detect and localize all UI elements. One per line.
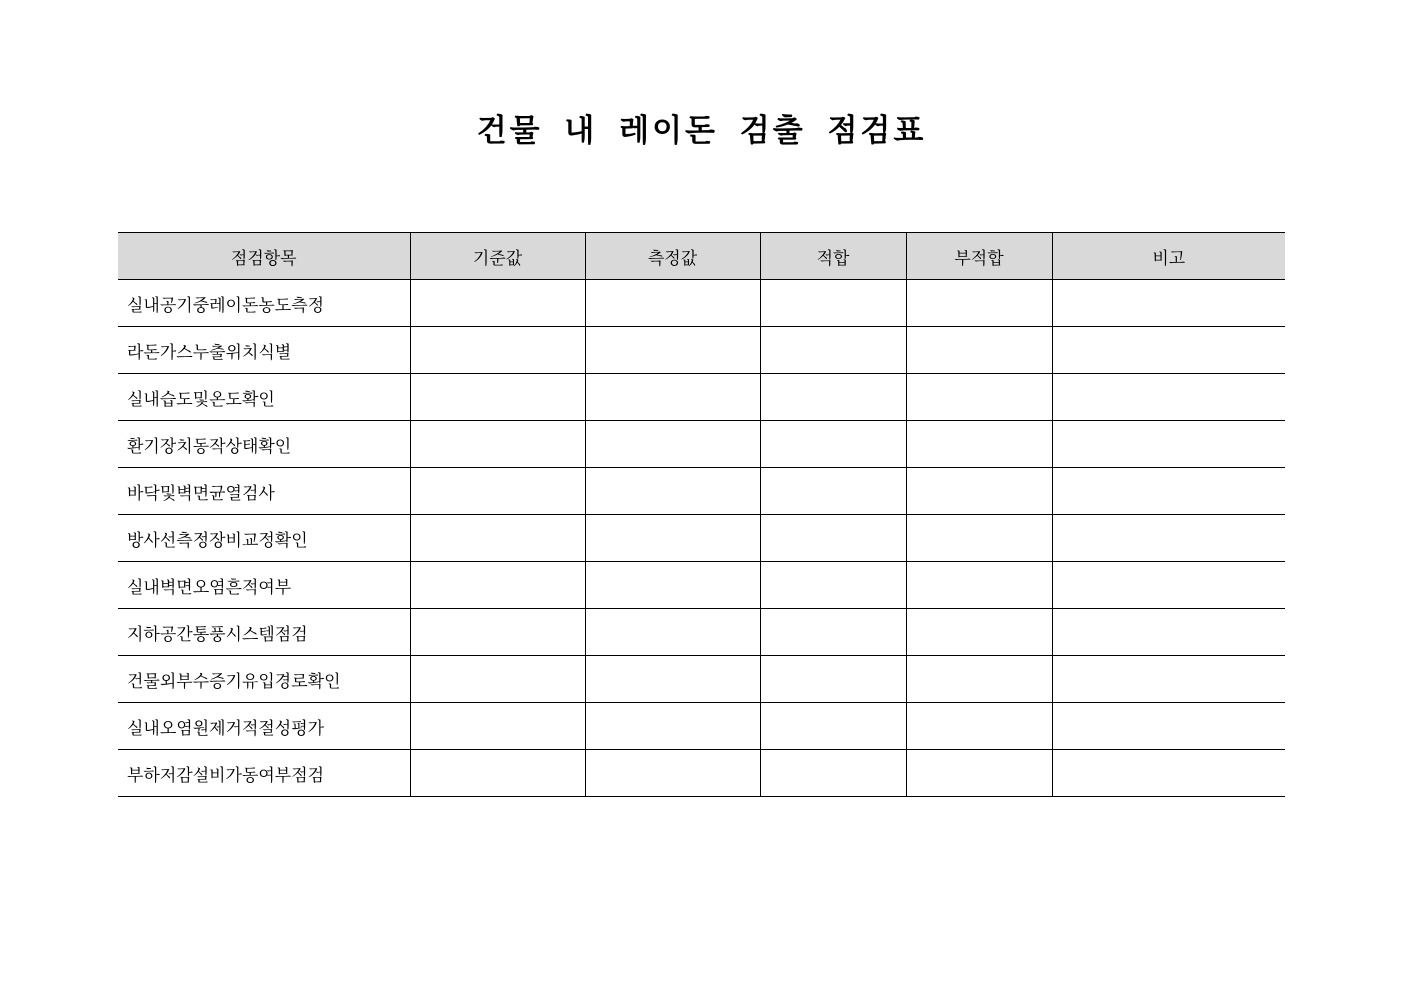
inspection-item-cell: 실내벽면오염흔적여부 [118, 562, 410, 609]
table-row [118, 609, 1285, 656]
header-standard-value: 기준값 [410, 233, 585, 280]
inspection-item-cell: 실내습도및온도확인 [118, 374, 410, 421]
inspection-checklist-table [118, 232, 1285, 797]
pass-cell[interactable] [760, 421, 906, 468]
standard-value-cell[interactable] [410, 750, 585, 797]
inspection-item-cell: 실내오염원제거적절성평가 [118, 703, 410, 750]
pass-cell[interactable] [760, 374, 906, 421]
measured-value-cell[interactable] [585, 280, 760, 327]
table-row [118, 703, 1285, 750]
standard-value-cell[interactable] [410, 703, 585, 750]
pass-cell[interactable] [760, 515, 906, 562]
fail-cell[interactable] [906, 327, 1052, 374]
remarks-cell[interactable] [1052, 327, 1285, 374]
pass-cell[interactable] [760, 609, 906, 656]
header-pass: 적합 [760, 233, 906, 280]
remarks-cell[interactable] [1052, 421, 1285, 468]
inspection-item-cell: 건물외부수증기유입경로확인 [118, 656, 410, 703]
remarks-cell[interactable] [1052, 515, 1285, 562]
table-row [118, 327, 1285, 374]
remarks-cell[interactable] [1052, 468, 1285, 515]
inspection-item-cell: 방사선측정장비교정확인 [118, 515, 410, 562]
table-row [118, 515, 1285, 562]
inspection-item-cell: 라돈가스누출위치식별 [118, 327, 410, 374]
measured-value-cell[interactable] [585, 609, 760, 656]
fail-cell[interactable] [906, 515, 1052, 562]
standard-value-cell[interactable] [410, 280, 585, 327]
header-inspection-item: 점검항목 [118, 233, 410, 280]
measured-value-cell[interactable] [585, 515, 760, 562]
table-header-row [118, 233, 1285, 280]
header-remarks: 비고 [1052, 233, 1285, 280]
table-row [118, 280, 1285, 327]
pass-cell[interactable] [760, 703, 906, 750]
measured-value-cell[interactable] [585, 562, 760, 609]
remarks-cell[interactable] [1052, 656, 1285, 703]
measured-value-cell[interactable] [585, 703, 760, 750]
remarks-cell[interactable] [1052, 703, 1285, 750]
fail-cell[interactable] [906, 562, 1052, 609]
fail-cell[interactable] [906, 703, 1052, 750]
header-measured-value: 측정값 [585, 233, 760, 280]
standard-value-cell[interactable] [410, 515, 585, 562]
table-row [118, 562, 1285, 609]
pass-cell[interactable] [760, 656, 906, 703]
fail-cell[interactable] [906, 609, 1052, 656]
standard-value-cell[interactable] [410, 656, 585, 703]
measured-value-cell[interactable] [585, 374, 760, 421]
measured-value-cell[interactable] [585, 656, 760, 703]
remarks-cell[interactable] [1052, 280, 1285, 327]
inspection-item-cell: 환기장치동작상태확인 [118, 421, 410, 468]
table-row [118, 421, 1285, 468]
standard-value-cell[interactable] [410, 562, 585, 609]
pass-cell[interactable] [760, 562, 906, 609]
measured-value-cell[interactable] [585, 421, 760, 468]
table-row [118, 374, 1285, 421]
pass-cell[interactable] [760, 468, 906, 515]
document-title: 건물 내 레이돈 검출 점검표 [476, 113, 927, 149]
measured-value-cell[interactable] [585, 750, 760, 797]
remarks-cell[interactable] [1052, 609, 1285, 656]
remarks-cell[interactable] [1052, 562, 1285, 609]
fail-cell[interactable] [906, 656, 1052, 703]
fail-cell[interactable] [906, 374, 1052, 421]
fail-cell[interactable] [906, 421, 1052, 468]
measured-value-cell[interactable] [585, 327, 760, 374]
pass-cell[interactable] [760, 280, 906, 327]
standard-value-cell[interactable] [410, 421, 585, 468]
fail-cell[interactable] [906, 280, 1052, 327]
measured-value-cell[interactable] [585, 468, 760, 515]
remarks-cell[interactable] [1052, 374, 1285, 421]
inspection-item-cell: 부하저감설비가동여부점검 [118, 750, 410, 797]
table-row [118, 468, 1285, 515]
inspection-item-cell: 지하공간통풍시스템점검 [118, 609, 410, 656]
fail-cell[interactable] [906, 468, 1052, 515]
fail-cell[interactable] [906, 750, 1052, 797]
standard-value-cell[interactable] [410, 468, 585, 515]
table-row [118, 750, 1285, 797]
standard-value-cell[interactable] [410, 609, 585, 656]
pass-cell[interactable] [760, 327, 906, 374]
table-row [118, 656, 1285, 703]
standard-value-cell[interactable] [410, 374, 585, 421]
pass-cell[interactable] [760, 750, 906, 797]
inspection-item-cell: 바닥및벽면균열검사 [118, 468, 410, 515]
header-fail: 부적합 [906, 233, 1052, 280]
inspection-item-cell: 실내공기중레이돈농도측정 [118, 280, 410, 327]
standard-value-cell[interactable] [410, 327, 585, 374]
remarks-cell[interactable] [1052, 750, 1285, 797]
